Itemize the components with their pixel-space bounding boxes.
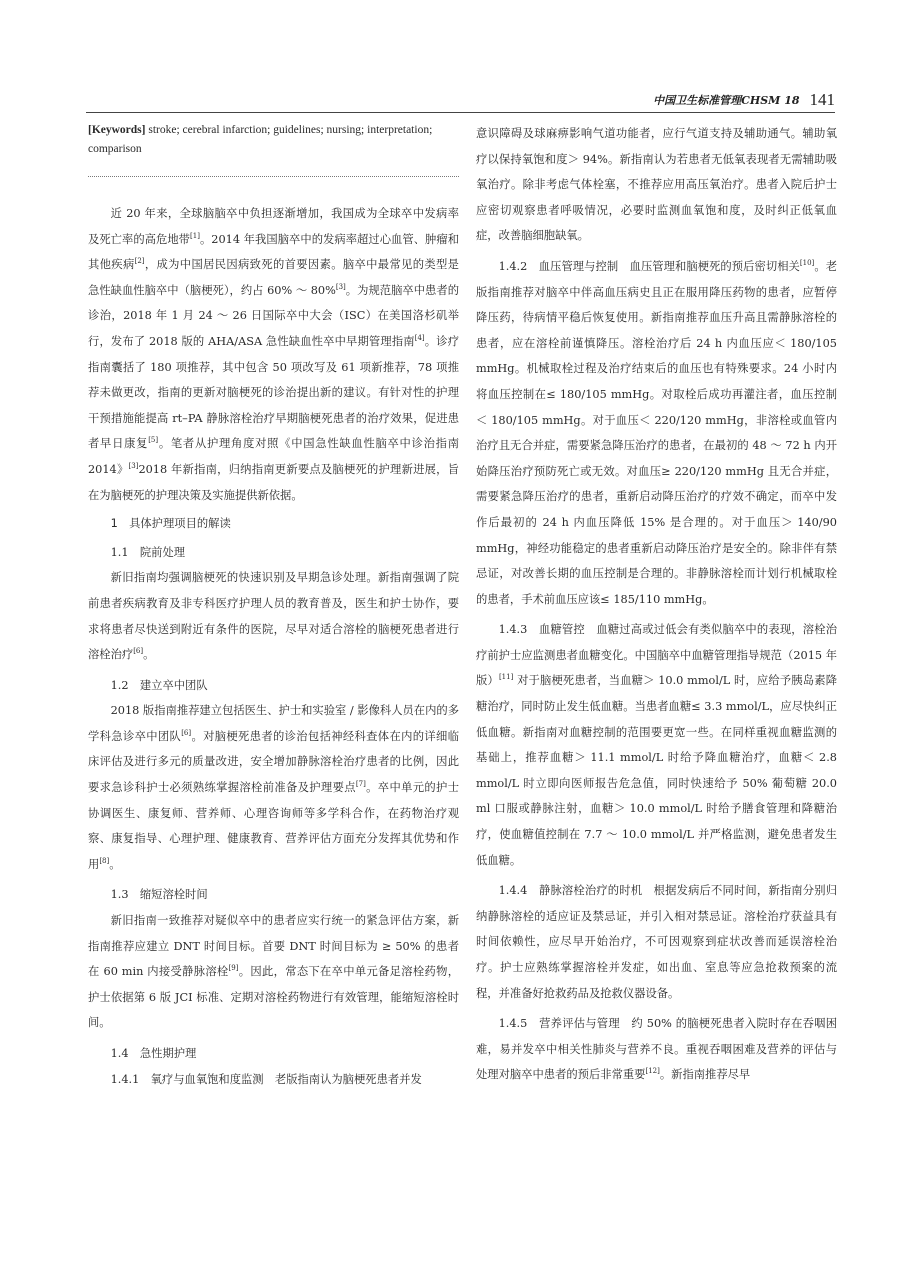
section-heading-1-4: 1.4 急性期护理 [110, 1047, 197, 1060]
citation-marker: [7] [355, 780, 366, 789]
paragraph-1-4-3: 1.4.3 血糖管控 血糖过高或过低会有类似脑卒中的表现，溶栓治疗前护士应监测患者血糖变化。中国脑卒中血糖管理指导规范（2015 年版）[11] 对于脑梗死患者，当血糖＞ 10.0 mmol/L 时，应给予胰岛素降糖治疗，同时防止发生低血糖。当患者血糖≤ 3.3 mmol/L，应尽快纠正低血糖。新指南对血糖控制的范围要更宽一些。在同样重视血糖监测的基础上，推荐血糖＞ 11.1 mmol/L 时给予降血糖治疗，血糖＜ 2.8 mmol/L 时立即向医师报告危急值，同时快速给予 50% 葡萄糖 20.0 ml 口服或静脉注射，血糖＞ 10.0 mmol/L 时给予膳食管理和降糖治疗，使血糖值控制在 7.7 ～ 10.0 mmol/L 并严格监测，避免患者发生低血糖。 [476, 623, 837, 867]
citation-marker: [1] [190, 231, 200, 240]
citation-marker: [6] [181, 728, 192, 737]
citation-marker: [3] [335, 282, 346, 291]
paragraph-1-4-5: 1.4.5 营养评估与管理 约 50% 的脑梗死患者入院时存在吞咽困难，易并发卒中相关性肺炎与营养不良。重视吞咽困难及营养的评估与处理对脑卒中患者的预后非常重要[12]。新指南推荐尽早 [476, 1017, 837, 1082]
keywords-label: [Keywords] [88, 124, 146, 136]
citation-marker: [4] [414, 333, 425, 342]
citation-marker: [8] [99, 856, 110, 865]
paragraph-1-4-1: 1.4.1 氧疗与血氧饱和度监测 老版指南认为脑梗死患者并发 [110, 1072, 422, 1086]
journal-name: 中国卫生标准管理CHSM 18 [653, 94, 800, 107]
paragraph-1-2: 2018 版指南推荐建立包括医生、护士和实验室 / 影像科人员在内的多学科急诊卒中团队[6]。对脑梗死患者的诊治包括神经科查体在内的详细临床评估及进行多元的质量改进，安全增加静脉溶栓治疗患者的比例，因此要求急诊科护士必须熟练掌握溶栓前准备及护理要点[7]。卒中单元的护士协调医生、康复师、营养师、心理咨询师等多学科合作，在药物治疗观察、康复指导、心理护理、健康教育、营养评估方面充分发挥其优势和作用[8]。 [88, 704, 459, 871]
section-heading-1-3: 1.3 缩短溶栓时间 [110, 888, 208, 902]
paragraph-1-4-4: 1.4.4 静脉溶栓治疗的时机 根据发病后不同时间，新指南分别归纳静脉溶栓的适应证及禁忌证，并引入相对禁忌证。溶栓治疗获益具有时间依赖性，应尽早开始治疗，不可因观察到症状改善而延误溶栓治疗。护士应熟练掌握溶栓并发症，如出血、室息等应急抢救预案的流程，并准备好抢救药品及抢救仪器设备。 [476, 884, 837, 1000]
keywords [88, 121, 459, 159]
paragraph-1-4-2: 1.4.2 血压管理与控制 血压管理和脑梗死的预后密切相关[10]。老版指南推荐对脑卒中伴高血压病史且正在服用降压药物的患者，应暂停降压药，待病情平稳后恢复使用。新指南推荐血压升高且需静脉溶栓的患者，应在溶栓前谨慎降压。溶栓治疗后 24 h 内血压应＜ 180/105 mmHg。机械取栓过程及治疗结束后的血压也有特殊要求。24 小时内将血压控制在≤ 180/105 mmHg。对取栓后成功再灌注者，血压控制＜ 180/105 mmHg。对于血压＜ 220/120 mmHg，非溶栓或血管内治疗且无合并症，需要紧急降压治疗的患者，在最初的 48 ～ 72 h 内开始降压治疗预防死亡或无效。对血压≥ 220/120 mmHg 且无合并症，需要紧急降压治疗的患者，重新启动降压治疗的疗效不确定，而卒中发作后最初的 24 h 内血压降低 15% 是合理的。对于血压＞ 140/90 mmHg，神经功能稳定的患者重新启动降压治疗是安全的。除非伴有禁忌证，对改善长期的血压控制是合理的。非静脉溶栓而计划行机械取栓的患者，手术前血压应该≤ 185/110 mmHg。 [476, 258, 837, 606]
citation-marker: [6] [133, 647, 144, 656]
page-number: 141 [809, 90, 835, 109]
paragraph-1-3: 新旧指南一致推荐对疑似卒中的患者应实行统一的紧急评估方案，新指南推荐应建立 DNT 时间目标。首要 DNT 时间目标为 ≥ 50% 的患者在 60 min 内接受静脉溶栓[9]。因此，常态下在卒中单元备足溶栓药物，护士依据第 6 版 JCI 标准、定期对溶栓药物进行有效管理，能缩短溶栓时间。 [88, 914, 459, 1030]
running-header [653, 84, 835, 108]
keywords-text: stroke; cerebral infarction; guidelines; nursing; interpretation; comparison [88, 124, 433, 155]
citation-marker: [3] [128, 461, 139, 470]
right-column [476, 121, 837, 1088]
header-rule [86, 112, 835, 113]
section-heading-1: 1 具体护理项目的解读 [110, 517, 231, 531]
section-heading-1-1: 1.1 院前处理 [110, 545, 186, 559]
paragraph-1-1: 新旧指南均强调脑梗死的快速识别及早期急诊处理。新指南强调了院前患者疾病教育及非专科医疗护理人员的教育普及，医生和护士协作，要求将患者尽快送到附近有条件的医院，尽早对适合溶栓的脑梗死患者进行溶栓治疗[6]。 [88, 571, 459, 662]
citation-marker: [11] [498, 673, 514, 682]
paragraph-1-4-1-continued: 意识障碍及球麻痹影响气道功能者，应行气道支持及辅助通气。辅助氧疗以保持氧饱和度＞ 94%。新指南认为若患者无低氧表现者无需辅助吸氧治疗。除非考虑气体栓塞，不推荐应用高压氧治疗。患者入院后护士应密切观察患者呼吸情况，必要时监测血氧饱和度，及时纠正低氧血症，改善脑细胞缺氧。 [476, 127, 837, 243]
citation-marker: [9] [228, 964, 239, 973]
citation-marker: [10] [799, 258, 815, 267]
intro-paragraph: 近 20 年来，全球脑脑卒中负担逐渐增加，我国成为全球卒中发病率及死亡率的高危地带[1]。2014 年我国脑卒中的发病率超过心血管、肿瘤和其他疾病[2]，成为中国居民因病致死的首要因素。脑卒中最常见的类型是急性缺血性脑卒中（脑梗死），约占 60% ～ 80%[3]。为规范脑卒中患者的诊治，2018 年 1 月 24 ～ 26 日国际卒中大会（ISC）在美国洛杉矶举行，发布了 2018 版的 AHA/ASA 急性缺血性卒中早期管理指南[4]。诊疗指南囊括了 180 项推荐，其中包含 50 项改写及 61 项新推荐，78 项推荐未做更改，指南的更新对脑梗死的诊治提出新的建议。有针对性的护理干预措施能提高 rt–PA 静脉溶栓治疗早期脑梗死患者的治疗效果，促进患者早日康复[5]。笔者从护理角度对照《中国急性缺血性脑卒中诊治指南 2014》[3]2018 年新指南，归纳指南更新要点及脑梗死的护理新进展，旨在为脑梗死的护理决策及实施提供新依据。 [88, 207, 460, 502]
citation-marker: [2] [134, 257, 145, 266]
citation-marker: [5] [148, 436, 159, 445]
dotted-divider [88, 176, 459, 177]
section-heading-1-2: 1.2 建立卒中团队 [110, 678, 208, 692]
left-column [88, 121, 459, 1092]
citation-marker: [12] [645, 1067, 660, 1076]
